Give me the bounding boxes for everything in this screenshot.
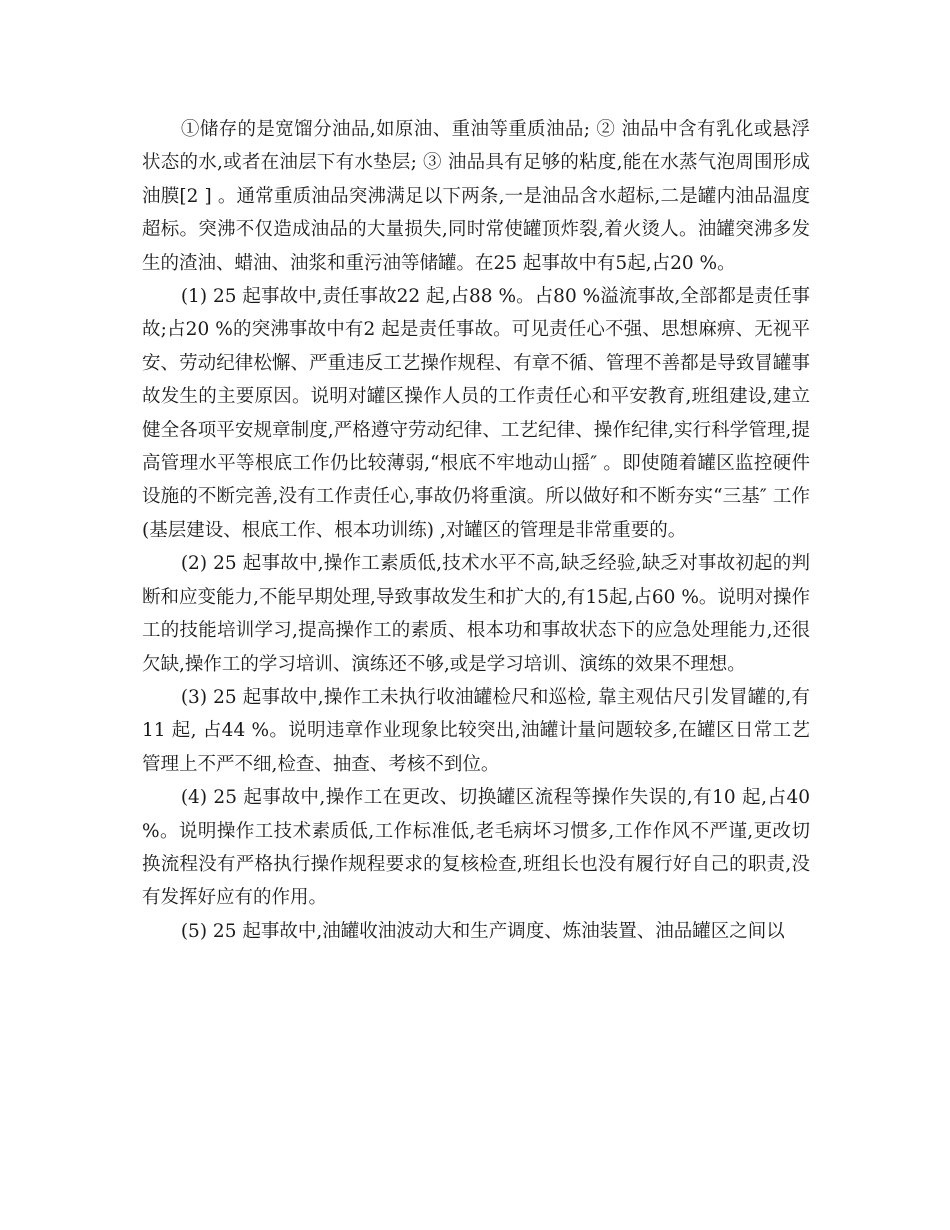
document-body xyxy=(142,113,810,948)
paragraph-item-3: (3) 25 起事故中,操作工未执行收油罐检尺和巡检, 靠主观估尺引发冒罐的,有11 起, 占44 %。说明违章作业现象比较突出,油罐计量问题较多,在罐区日常工艺管理上不严不细,检查、抽查、考核不到位。 xyxy=(142,686,810,775)
paragraph-boilover-conditions: ①储存的是宽馏分油品,如原油、重油等重质油品; ② 油品中含有乳化或悬浮状态的水,或者在油层下有水垫层; ③ 油品具有足够的粘度,能在水蒸气泡周围形成油膜[2 ] 。通常重质油品突沸满足以下两条,一是油品含水超标,二是罐内油品温度超标。突沸不仅造成油品的大量损失,同时常使罐顶炸裂,着火烫人。油罐突沸多发生的渣油、蜡油、油浆和重污油等储罐。在25 起事故中有5起,占20 %。 xyxy=(142,119,810,274)
paragraph-item-5: (5) 25 起事故中,油罐收油波动大和生产调度、炼油装置、油品罐区之间以 xyxy=(180,920,785,942)
paragraph-item-4: (4) 25 起事故中,操作工在更改、切换罐区流程等操作失误的,有10 起,占40 %。说明操作工技术素质低,工作标准低,老毛病坏习惯多,工作作风不严谨,更改切换流程没有严格执行操作规程要求的复核检查,班组长也没有履行好自己的职责,没有发挥好应有的作用。 xyxy=(142,787,810,909)
paragraph-item-1: (1) 25 起事故中,责任事故22 起,占88 %。占80 %溢流事故,全部都是责任事故;占20 %的突沸事故中有2 起是责任事故。可见责任心不强、思想麻痹、无视平安、劳动纪律松懈、严重违反工艺操作规程、有章不循、管理不善都是导致冒罐事故发生的主要原因。说明对罐区操作人员的工作责任心和平安教育,班组建设,建立健全各项平安规章制度,严格遵守劳动纪律、工艺纪律、操作纪律,实行科学管理,提高管理水平等根底工作仍比较薄弱,“根底不牢地动山摇″ 。即使随着罐区监控硬件设施的不断完善,没有工作责任心,事故仍将重演。所以做好和不断夯实“三基″ 工作(基层建设、根底工作、根本功训练) ,对罐区的管理是非常重要的。 xyxy=(142,286,810,541)
paragraph-item-2: (2) 25 起事故中,操作工素质低,技术水平不高,缺乏经验,缺乏对事故初起的判断和应变能力,不能早期处理,导致事故发生和扩大的,有15起,占60 %。说明对操作工的技能培训学习,提高操作工的素质、根本功和事故状态下的应急处理能力,还很欠缺,操作工的学习培训、演练还不够,或是学习培训、演练的效果不理想。 xyxy=(142,553,810,675)
